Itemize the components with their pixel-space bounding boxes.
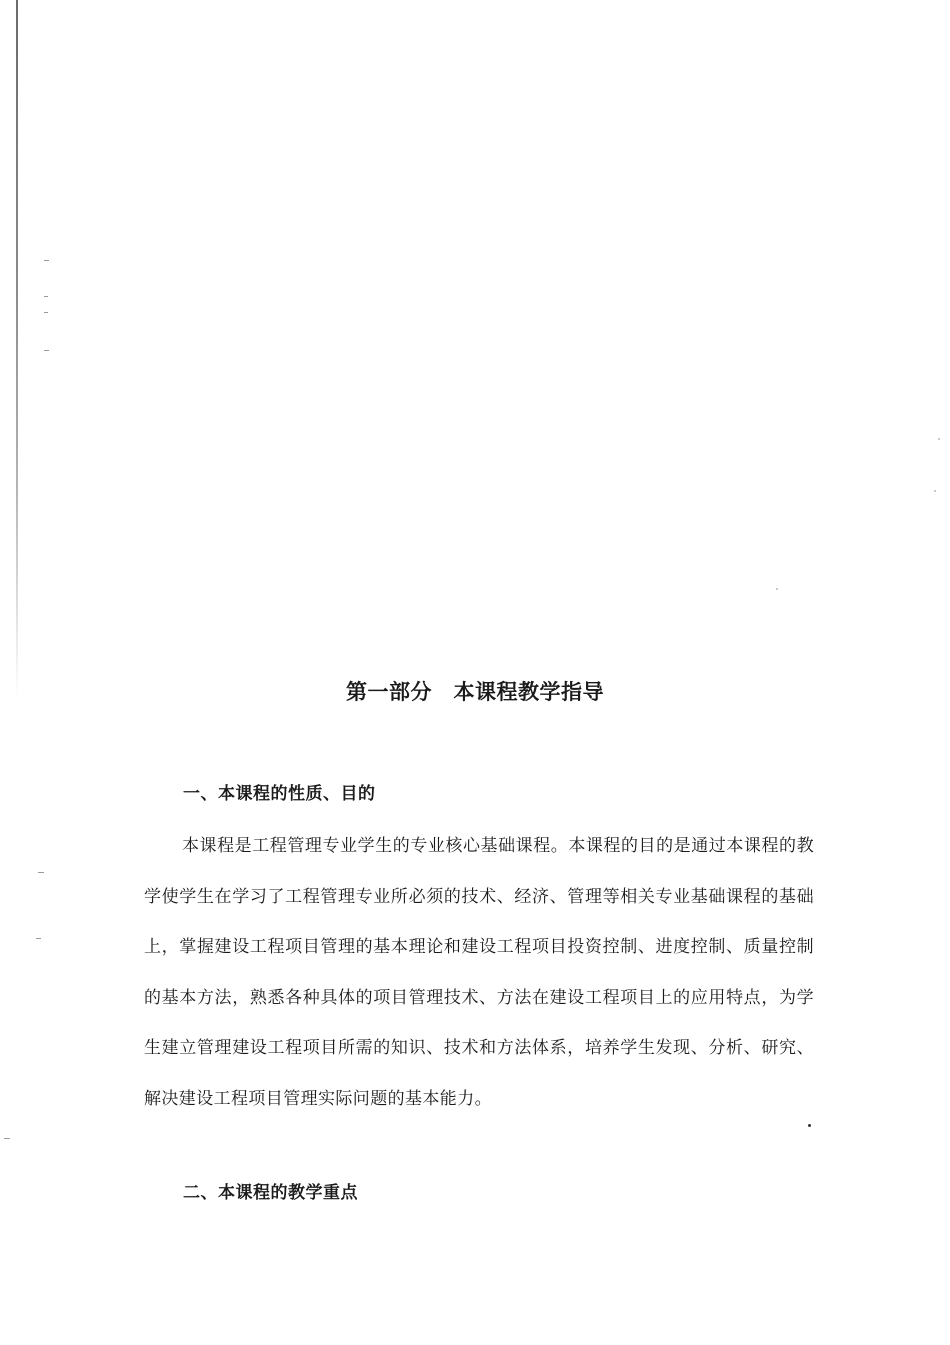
scan-mark <box>38 872 44 873</box>
speck <box>776 588 778 590</box>
scan-mark <box>44 312 48 313</box>
section-heading-key-points: 二、本课程的教学重点 <box>183 1183 358 1203</box>
speck <box>938 438 940 440</box>
scan-mark <box>36 938 41 939</box>
stray-dot <box>808 1124 811 1127</box>
page-title: 第一部分 本课程教学指导 <box>346 680 604 704</box>
binding-edge <box>16 0 18 700</box>
scan-mark <box>44 296 48 297</box>
scan-mark <box>4 1138 10 1139</box>
scan-mark <box>44 260 49 261</box>
section-body-paragraph: 本课程是工程管理专业学生的专业核心基础课程。本课程的目的是通过本课程的教学使学生在学习了工程管理专业所必须的技术、经济、管理等相关专业基础课程的基础上，掌握建设工程项目管理的基本理论和建设工程项目投资控制、进度控制、质量控制的基本方法，熟悉各种具体的项目管理技术、方法在建设工程项目上的应用特点，为学生建立管理建设工程项目所需的知识、技术和方法体系，培养学生发现、分析、研究、解决建设工程项目管理实际问题的基本能力。 <box>144 836 814 1109</box>
scan-mark <box>44 350 49 351</box>
section-heading-nature: 一、本课程的性质、目的 <box>183 784 376 804</box>
speck <box>934 490 936 492</box>
